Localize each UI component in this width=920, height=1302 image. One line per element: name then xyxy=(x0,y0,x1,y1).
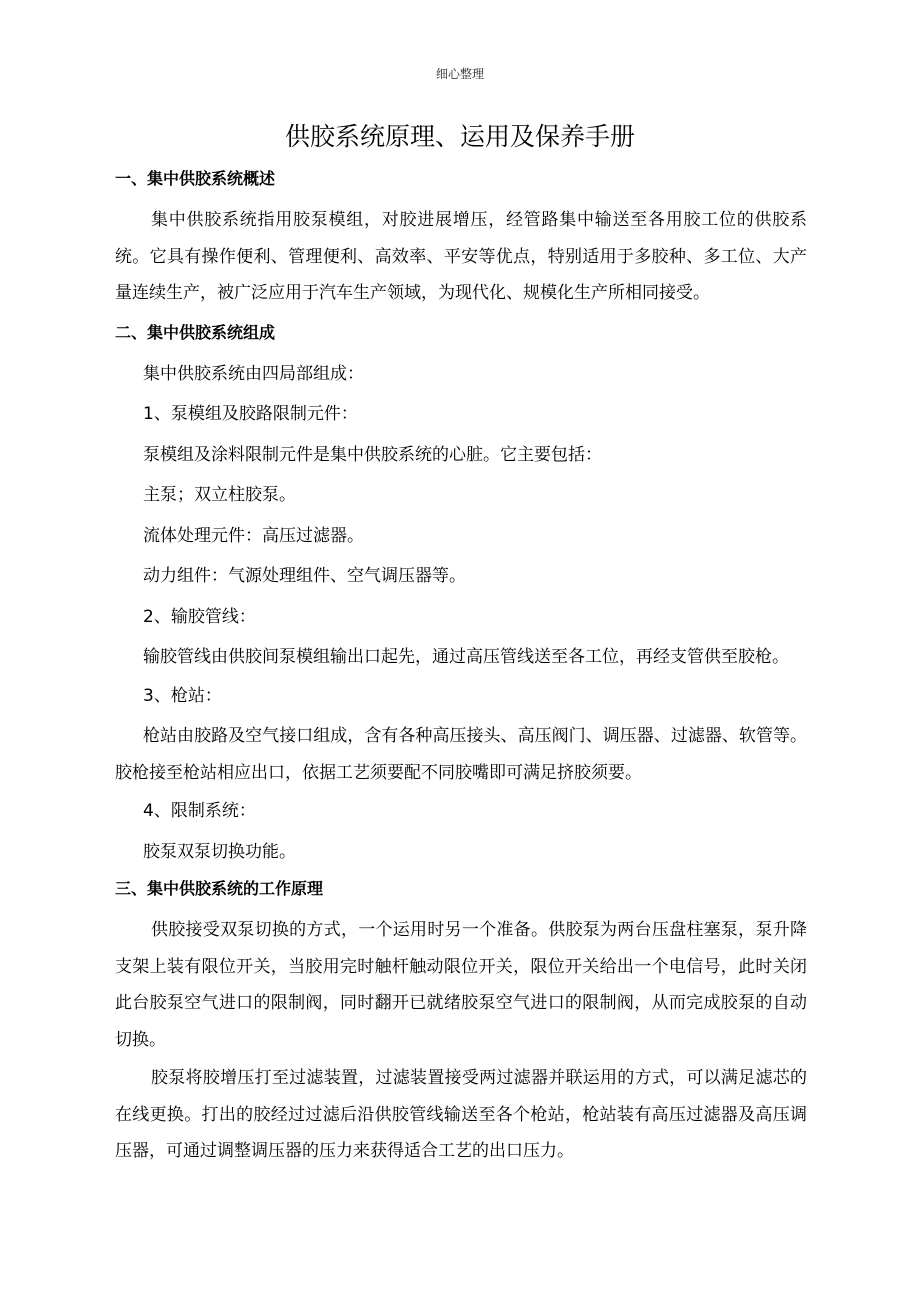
item-1-title: 1、泵模组及胶路限制元件： xyxy=(143,404,358,424)
header-note: 细心整理 xyxy=(435,67,484,81)
item-2-title: 2、输胶管线： xyxy=(143,606,256,627)
document-body xyxy=(115,164,807,1172)
section-2-intro: 集中供胶系统由四局部组成： xyxy=(143,363,364,384)
item-3-description: 枪站由胶路及空气接口组成，含有各种高压接头、高压阀门、调压器、过滤器、软管等。胶枪接至枪站相应出口，依据工艺须要配不同胶嘴即可满足挤胶须要。 xyxy=(115,726,807,783)
item-1-fluid-handling: 流体处理元件：高压过滤器。 xyxy=(143,525,364,546)
item-1-power-components: 动力组件：气源处理组件、空气调压器等。 xyxy=(143,566,466,586)
section-1-paragraph: 集中供胶系统指用胶泵模组，对胶进展增压，经管路集中输送至各用胶工位的供胶系统。它具有操作便利、管理便利、高效率、平安等优点，特别适用于多胶种、多工位、大产量连续生产，被广泛应用于汽车生产领域，为现代化、规模化生产所相同接受。 xyxy=(115,210,807,303)
section-1-heading: 一、集中供胶系统概述 xyxy=(115,169,276,188)
item-4-description: 胶泵双泵切换功能。 xyxy=(143,841,296,862)
item-1-description: 泵模组及涂料限制元件是集中供胶系统的心脏。它主要包括： xyxy=(143,444,602,465)
document-title: 供胶系统原理、运用及保养手册 xyxy=(284,122,635,151)
item-4-title: 4、限制系统： xyxy=(143,801,256,821)
section-3-paragraph-2: 胶泵将胶增压打至过滤装置，过滤装置接受两过滤器并联运用的方式，可以满足滤芯的在线更换。打出的胶经过过滤后沿供胶管线输送至各个枪站，枪站装有高压过滤器及高压调压器，可通过调整调压器的压力来获得适合工艺的出口压力。 xyxy=(115,1068,807,1161)
item-3-title: 3、枪站： xyxy=(143,685,222,706)
item-1-main-pump: 主泵；双立柱胶泵。 xyxy=(143,485,296,505)
section-3-paragraph-1: 供胶接受双泵切换的方式，一个运用时另一个准备。供胶泵为两台压盘柱塞泵，泵升降支架上装有限位开关，当胶用完时触杆触动限位开关，限位开关给出一个电信号，此时关闭此台胶泵空气进口的限制阀，同时翻开已就绪胶泵空气进口的限制阀，从而完成胶泵的自动切换。 xyxy=(115,920,807,1050)
section-3-heading: 三、集中供胶系统的工作原理 xyxy=(115,879,324,898)
section-2-heading: 二、集中供胶系统组成 xyxy=(115,322,276,342)
item-2-description: 输胶管线由供胶间泵模组输出口起先，通过高压管线送至各工位，再经支管供至胶枪。 xyxy=(143,647,789,667)
